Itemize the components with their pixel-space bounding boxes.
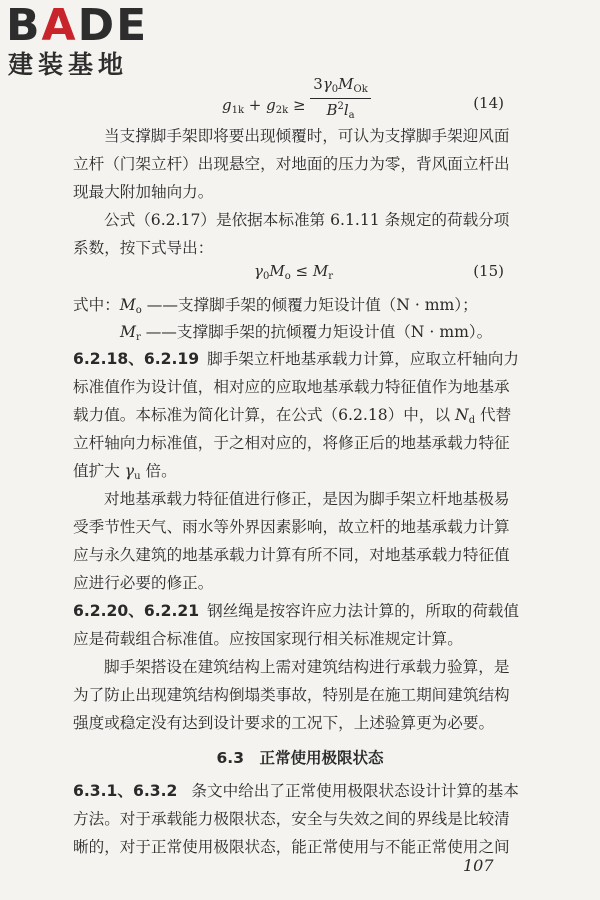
clause-text: 倍。 [140,462,177,480]
paragraph-line: 当支撑脚手架即将要出现倾覆时，可认为支撑脚手架迎风面 [104,127,510,145]
logo-letter-b: B [6,0,42,51]
clause-6-2-18-line3: 载力值。本标准为简化计算，在公式（6.2.18）中，以 $N_d$ 代替 [73,406,512,426]
section-title: 6.3 正常使用极限状态 [216,749,384,767]
paragraph-line: 应是荷载组合标准值。应按国家现行相关标准规定计算。 [73,630,463,648]
paragraph-line: 晰的，对于正常使用极限状态，能正常使用与不能正常使用之间 [73,838,510,856]
clause-text: 载力值。本标准为简化计算，在公式（6.2.18）中，以 [73,406,456,424]
logo-subtitle: 建装基地 [8,50,129,79]
paragraph-line: 公式（6.2.17）是依据本标准第 6.1.11 条规定的荷载分项 [104,211,510,229]
clause-text: 脚手架立杆地基承载力计算，应取立杆轴向力 [207,350,519,368]
clause-6-2-18-line5: 值扩大 $\gamma_u$ 倍。 [73,462,177,482]
where-mo-line: 式中：$M_o$ ——支撑脚手架的倾覆力矩设计值（N · mm）； [73,296,478,316]
paragraph-line: 方法。对于承载能力极限状态，安全与失效之间的界线是比较清 [73,810,510,828]
paragraph-line: 为了防止出现建筑结构倒塌类事故，特别是在施工期间建筑结构 [73,686,510,704]
logo-letters-de: DE [77,0,149,51]
paragraph-line: 对地基承载力特征值进行修正，是因为脚手架立杆地基极易 [104,490,510,508]
clause-label: 6.2.20、6.2.21 [73,602,200,620]
paragraph-line: 标准值作为设计值，相对应的应取地基承载力特征值作为地基承 [73,378,510,396]
paragraph-line: 现最大附加轴向力。 [73,183,214,201]
mo-description: ——支撑脚手架的倾覆力矩设计值（N · mm）； [141,296,478,314]
clause-6-2-18-line [73,349,519,369]
paragraph-line: 受季节性天气、雨水等外界因素影响，故立杆的地基承载力计算 [73,518,510,536]
clause-6-2-20-line [73,601,519,621]
where-mr-line: $M_r$ ——支撑脚手架的抗倾覆力矩设计值（N · mm）。 [120,323,493,343]
bade-logo [6,2,176,80]
clause-label: 6.2.18、6.2.19 [73,350,200,368]
clause-text: 条文中给出了正常使用极限状态设计计算的基本 [191,782,519,800]
where-prefix: 式中： [73,296,120,314]
paragraph-line: 立杆（门架立杆）出现悬空，对地面的压力为零，背风面立杆出 [73,155,510,173]
equation-15-number: (15) [473,262,504,280]
logo-wordmark [6,2,176,50]
logo-letter-a: A [41,0,78,51]
paragraph-line: 立杆轴向力标准值，于之相对应的，将修正后的地基承载力特征 [73,434,510,452]
equation-15-formula: $\gamma_0M_o \le M_r$ [254,262,333,282]
paragraph-line: 强度或稳定没有达到设计要求的工况下，上述验算更为必要。 [73,714,495,732]
paragraph-line: 脚手架搭设在建筑结构上需对建筑结构进行承载力验算，是 [104,658,510,676]
equation-14-number: (14) [473,94,504,112]
clause-6-3-1-line [73,781,519,801]
page-number: 107 [463,856,494,875]
clause-text: 值扩大 [73,462,125,480]
clause-label: 6.3.1、6.3.2 [73,782,178,800]
clause-text: 代替 [475,406,512,424]
paragraph-line: 应进行必要的修正。 [73,574,214,592]
paragraph-line: 应与永久建筑的地基承载力计算有所不同，对地基承载力特征值 [73,546,510,564]
paragraph-line: 系数，按下式导出： [73,239,214,257]
clause-text: 钢丝绳是按容许应力法计算的，所取的荷载值 [207,602,519,620]
mr-description: ——支撑脚手架的抗倾覆力矩设计值（N · mm）。 [140,323,493,341]
equation-14-formula: $g_{1k} + g_{2k}$ ≥ $\frac{3\gamma_0M_{Ok}}{B^2l_a}$ [222,88,371,124]
